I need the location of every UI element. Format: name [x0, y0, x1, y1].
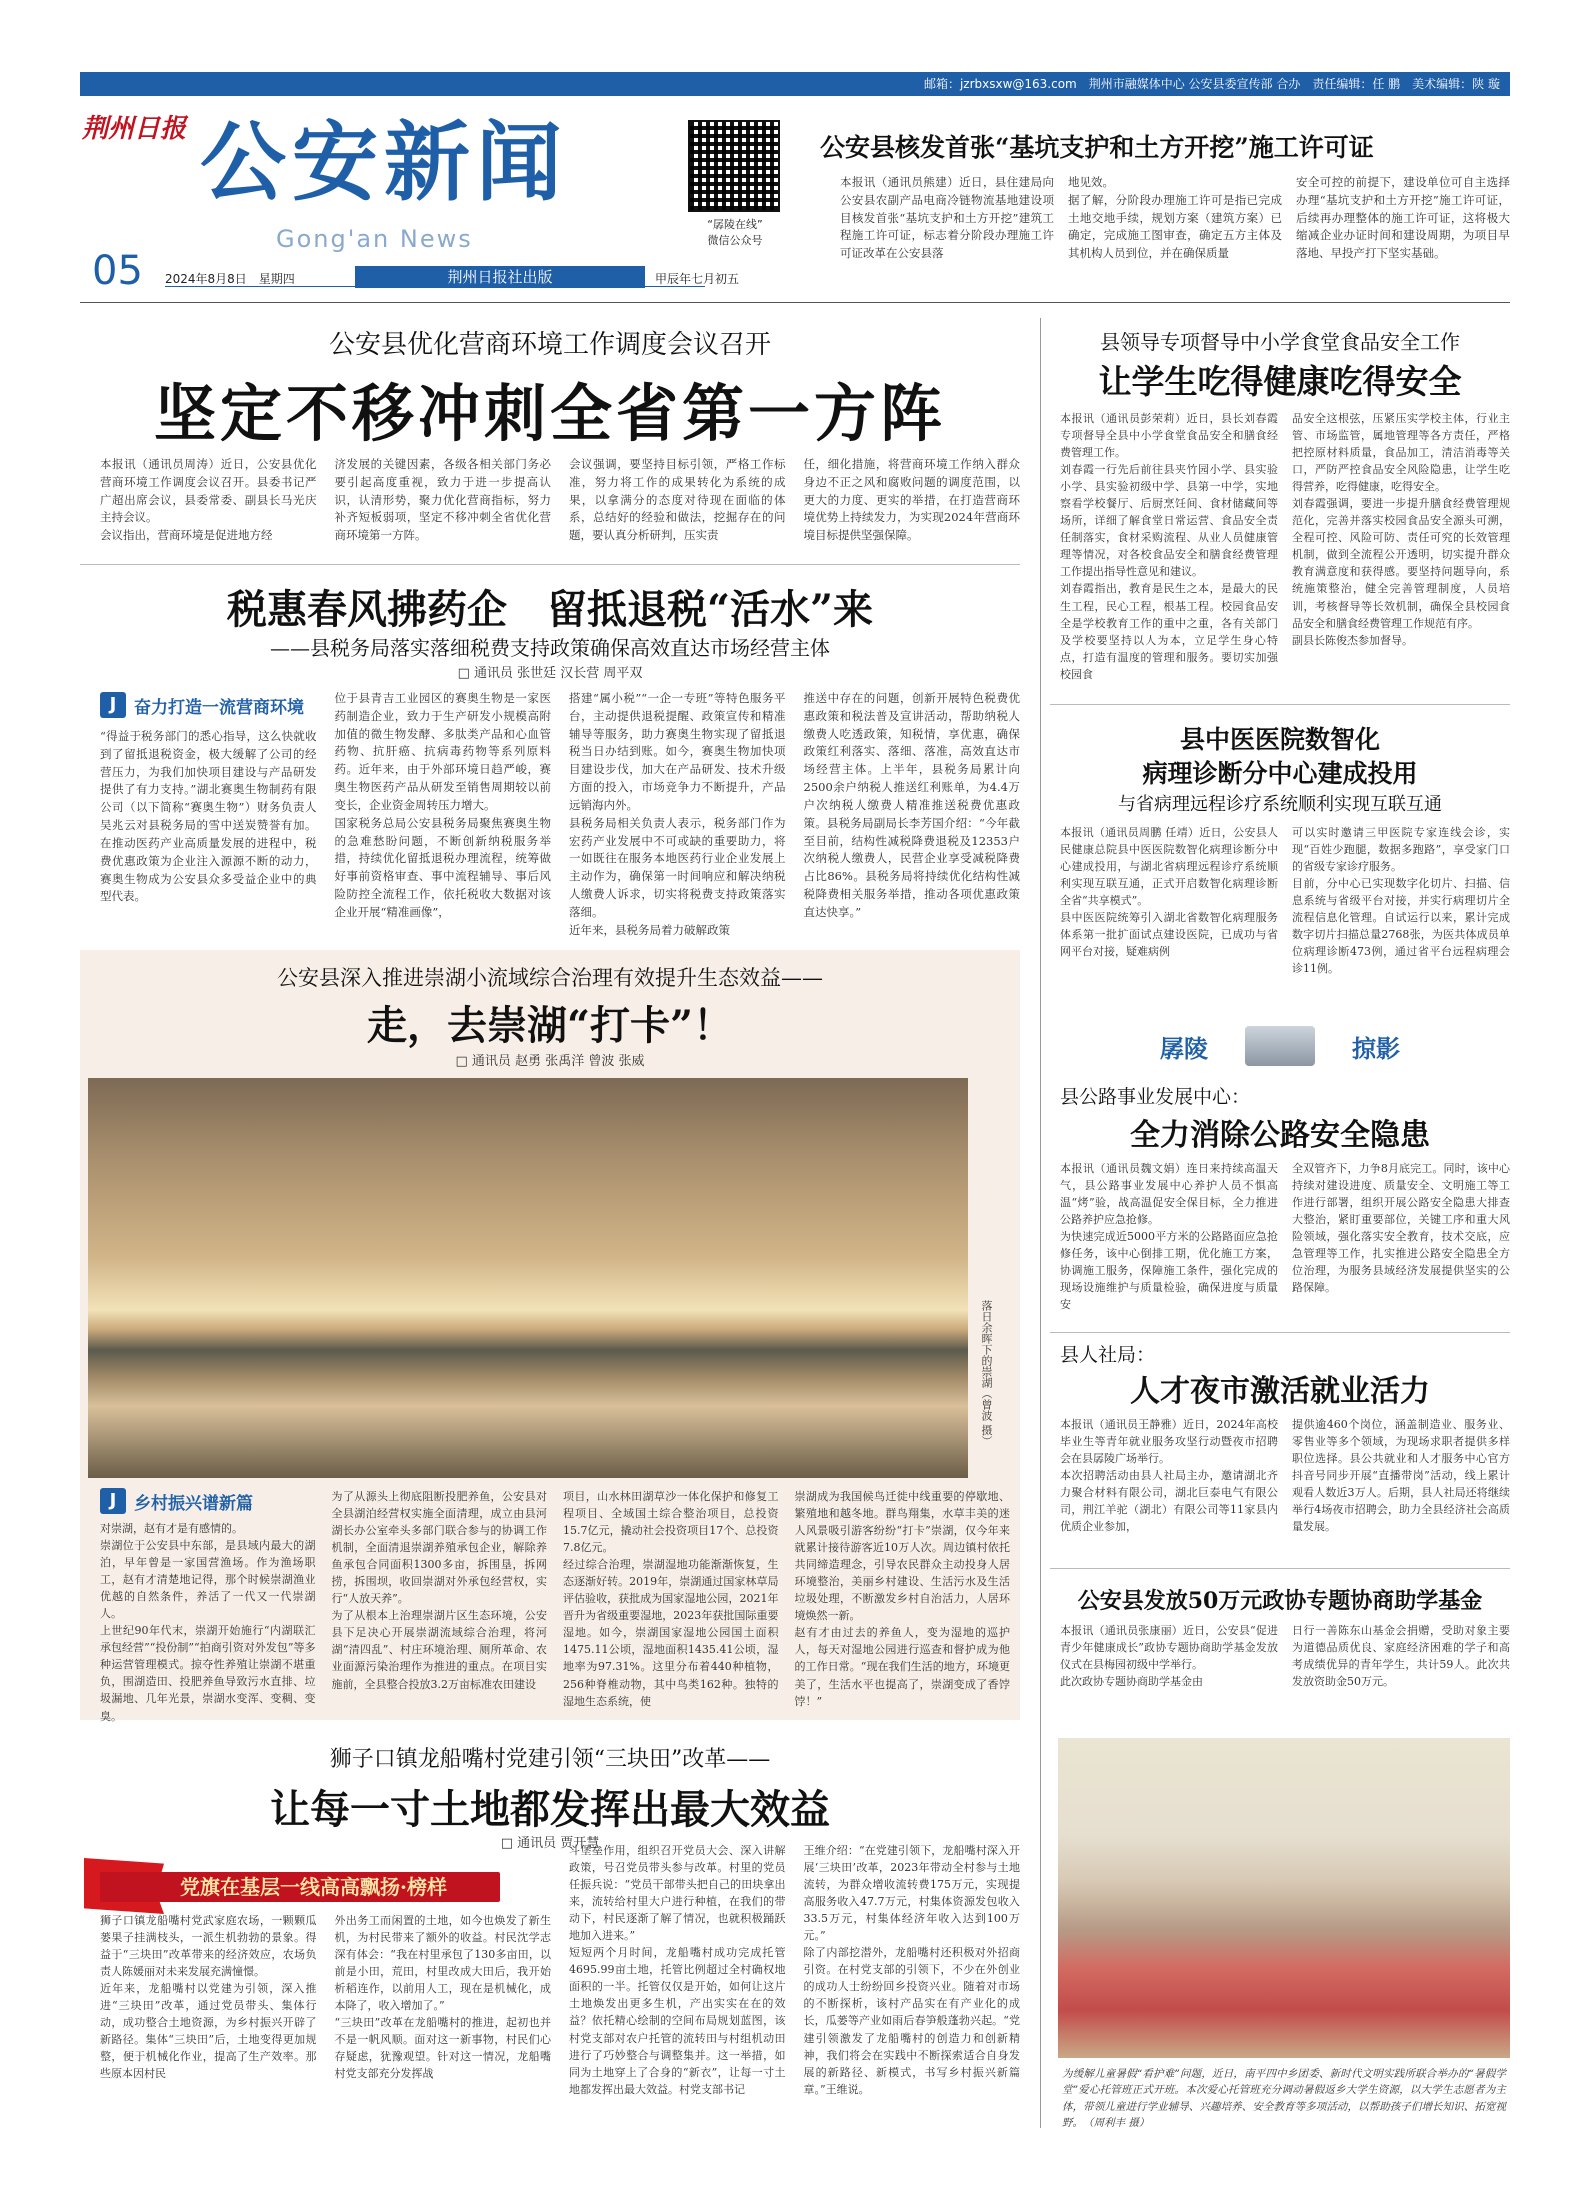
farm-col-3: 斗堡垒作用，组织召开党员大会、深入讲解政策，号召党员带头参与改革。村里的党员任振兵说：“党员干部带头把自己的田块拿出来，流转给村里大户进行种植，在我们的带动下，村民逐渐了解了情况，也就积极踊跃地加入进来。” 短短两个月时间，龙船嘴村成功完成托管4695.99亩土地，托管比例超过全村确权地面积的一半。托管仅仅是开始，如何让这片土地焕发出更多生机，产出实实在在的效益？依托精心绘制的空间布局规划蓝图，该村党支部对农户托管的流转田与村组机动田进行了巧妙整合与调整集并。这一举措，如同为土地穿上了合身的“新衣”，让每一寸土地都发挥出最大效益。村党支部书记	[569, 1844, 786, 2096]
masthead-divider	[80, 302, 1510, 303]
permit-col-3: 安全可控的前提下，建设单位可自主选择办理“基坑支护和土方开挖”施工许可证，后续再办理整体的施工许可证，这将极大缩减企业办证时间和建设周期，为项目早落地、早投产打下坚实基础。	[1296, 175, 1510, 261]
tax-col-4: 推送中存在的问题，创新开展特色税费优惠政策和税法普及宣讲活动，帮助纳税人缴费人吃透政策，知税情，享优惠，确保政策红利落实、落细、落准，高效直达市场经营主体。上半年，县税务局累计向2500余户纳税人推送红利账单，为4.4万户次纳税人缴费人精准推送税费优惠政策。县税务局副局长李芳国介绍：“今年截至目前，结构性减税降费退税及12353户次纳税人缴费人，民营企业享受减税降费占比86%。县税务局将持续优化结构性减税降费相关服务举措，推动各项优惠政策直达快享。”	[803, 691, 1020, 919]
hospital-subtitle: 与省病理远程诊疗系统顺利实现互联互通	[1118, 794, 1442, 815]
summer-class-photo	[1058, 1738, 1510, 2058]
top-info-bar: 邮箱：jzrbxsxw@163.com 荆州市融媒体中心 公安县委宣传部 合办 责任编辑：任 鹏 美术编辑：陕 璇	[80, 72, 1510, 96]
page-number: 05	[92, 248, 143, 294]
permit-col-1: 本报讯（通讯员熊建）近日，县住建局向公安县农副产品电商冷链物流基地建设项目核发首张“基坑支护和土方开挖”建筑工程施工许可证，标志着分阶段办理施工许可证改革在公安县落	[840, 175, 1054, 261]
jobs-col-2: 提供逾460个岗位，涵盖制造业、服务业、零售业等多个领域，为现场求职者提供多样职位选择。县公共就业和人才服务中心官方抖音号同步开展“直播带岗”活动，线上累计观看人数近3万人。后期，县人社局还将继续举行4场夜市招聘会，助力全县经济社会高质量发展。	[1292, 1418, 1510, 1534]
tax-byline: □ 通讯员 张世廷 汉长营 周平双	[457, 666, 643, 681]
food-kicker: 县领导专项督导中小学食堂食品安全工作	[1100, 330, 1460, 354]
road-col-1: 本报讯（通讯员魏文娟）连日来持续高温天气，县公路事业发展中心养护人员不惧高温“烤”验，战高温促安全保目标，全力推进公路养护应急抢修。 为快速完成近5000平方米的公路路面应急抢修任务，该中心倒排工期，优化施工方案，协调施工服务，保障施工条件，强化完成的现场设施维护与质量检验，确保进度与质量安	[1060, 1162, 1278, 1312]
qr-code-icon	[688, 120, 780, 212]
hospital-col-2: 可以实时邀请三甲医院专家连线会诊，实现“百姓少跑腿，数据多跑路”，享受家门口的省级专家诊疗服务。 目前，分中心已实现数字化切片、扫描、信息系统与省级平台对接，并实行病理切片全流程信息化管理。自试运行以来，累计完成数字切片扫描总量2768张，为医共体成员单位病理诊断473例，通过省平台远程病理会诊11例。	[1292, 826, 1510, 976]
jobs-col-1: 本报讯（通讯员王静雅）近日，2024年高校毕业生等青年就业服务攻坚行动暨夜市招聘会在县孱陵广场举行。 本次招聘活动由县人社局主办，邀请湖北齐力聚合材料有限公司，湖北巨泰电气有限公司，荆江羊驼（湖北）有限公司等11家县内优质企业参加，	[1060, 1418, 1278, 1534]
road-body	[1060, 1160, 1510, 1313]
road-col-2: 全双管齐下，力争8月底完工。同时，该中心持续对建设进度、质量安全、文明施工等工作进行部署，组织开展公路安全隐患大排查大整治，紧盯重要部位，关键工序和重大风险领域，强化落实安全教育，技术交底，应急管理等工作，扎实推进公路安全隐患全方位治理，为服务县域经济发展提供坚实的公路保障。	[1292, 1162, 1510, 1295]
jobs-kicker: 县人社局：	[1060, 1344, 1156, 1366]
hospital-title-1: 县中医医院数智化	[1179, 725, 1380, 754]
food-col-2: 品安全这根弦，压紧压实学校主体，行业主管、市场监管，属地管理等各方责任，严格把控原材料质量，食品加工，清洁消毒等关口，严防严控食品安全风险隐患，让学生吃得营养，吃得健康，吃得安全。 刘春霞强调，要进一步提升膳食经费管理规范化，完善并落实校园食品安全源头可溯，全程可控、风险可防、责任可究的长效管理机制，做到全流程公开透明，切实提升群众教育满意度和获得感。要坚持问题导向，系统施策整治，健全完善管理制度，人员培训，考核督导等长效机制，确保全县校园食品安全和膳食经费管理工作规范有序。 副县长陈俊杰参加督导。	[1292, 412, 1510, 647]
fund-title: 公安县发放50万元政协专题协商助学基金	[1077, 1588, 1483, 1614]
masthead-title: 公安新闻	[200, 112, 568, 213]
qr-caption: “孱陵在线” 微信公众号	[707, 218, 763, 247]
column-divider	[1040, 318, 1041, 2128]
publisher-bar: 荆州日报社出版	[355, 266, 645, 288]
lead-title: 坚定不移冲刺全省第一方阵	[153, 377, 946, 450]
hospital-title-2: 病理诊断分中心建成投用	[1142, 759, 1418, 788]
farm-col-4: 王维介绍：“在党建引领下，龙船嘴村深入开展‘三块田’改革，2023年带动全村参与土地流转，为群众增收流转费175万元，实现提高服务收入47.7万元，村集体资源发包收入33.5万元，村集体经济年收入达到100万元。” 除了内部挖潜外，龙船嘴村还积极对外招商引资。在村党支部的引领下，不少在外创业的成功人士纷纷回乡投资兴业。随着对市场的不断探析，该村产品实在有产业化的成长，瓜蒌等产业如雨后春笋般蓬勃兴起。“党建引领激发了龙船嘴村的创造力和创新精神，我们将会在实践中不断探索适合自身发展的新路径、新模式，书写乡村振兴新篇章。”王维说。	[803, 1844, 1020, 2096]
section-tag-icon: J	[100, 1488, 126, 1514]
section-header	[1160, 1024, 1400, 1068]
divider	[1050, 704, 1510, 705]
lead-col-3: 会议强调，要坚持目标引领，严格工作标准，努力将工作的成果转化为系统的成果，以拿满分的态度对待现在面临的体系，总结好的经验和做法，挖掘存在的问题，要认真分析研判，压实责	[569, 457, 786, 543]
lake-col-3: 项目，山水林田湖草沙一体化保护和修复工程项目、全域国土综合整治项目，总投资15.7亿元，撬动社会投资项目17个、总投资7.8亿元。 经过综合治理，崇湖湿地功能渐渐恢复，生态逐渐好转。2019年，崇湖通过国家林草局评估验收，获批成为国家湿地公园，2021年晋升为省级重要湿地，2023年获批国际重要湿地。如今，崇湖国家湿地公园国土面积1475.11公顷，湿地面积1435.41公顷，湿地率为97.31%。这里分布着440种植物，256种脊椎动物，其中鸟类162种。独特的湿地生态系统，使	[563, 1490, 779, 1708]
tax-col-2: 位于县青吉工业园区的赛奥生物是一家医药制造企业，致力于生产研发小规模高附加值的微生物发酵、多肽类产品和心血管药物、抗肝癌、抗病毒药物等系列原料药。近年来，由于外部环境日趋严峻，赛奥生物医药产品从研发至销售周期较以前变长，企业资金周转压力增大。 国家税务总局公安县税务局聚焦赛奥生物的急难愁盼问题，不断创新纳税服务举措，持续优化留抵退税办理流程，统筹做好事前资格审查、事中流程辅导、事后风险防控全流程工作，依托税收大数据对该企业开展“精准画像”，	[334, 691, 551, 919]
hospital-col-1: 本报讯（通讯员周鹏 任靖）近日，公安县人民健康总院县中医医院数智化病理诊断分中心建成投用，与湖北省病理远程诊疗系统顺利实现互联互通，正式开启数智化病理诊断全省“共享模式”。 县中医医院统筹引入湖北省数智化病理服务体系第一批扩面试点建设医院，已成功与省网平台对接，疑难病例	[1060, 826, 1278, 959]
lake-col-4: 崇湖成为我国候鸟迁徙中线重要的停歇地、繁殖地和越冬地。群鸟翔集，水草丰美的迷人风景吸引游客纷纷“打卡”崇湖，仅今年来就累计接待游客近10万人次。周边镇村依托共同缔造理念，引导农民群众主动投身人居环境整治，美丽乡村建设、生活污水及生活垃圾处理，不断激发乡村自治活力，人居环境焕然一新。 赵有才由过去的养鱼人，变为湿地的巡护人，每天对湿地公园进行巡查和督护成为他的工作日常。“现在我们生活的地方，环境更美了，生活水平也提高了，崇湖变成了香饽饽！”	[794, 1490, 1010, 1708]
lake-byline: □ 通讯员 赵勇 张禹洋 曾波 张威	[455, 1054, 645, 1069]
summer-class-caption: 为缓解儿童暑假“看护难”问题，近日，南平四中乡团委、新时代文明实践所联合举办的“暑假学堂”爱心托管班正式开班。本次爱心托管班充分调动暑假返乡大学生资源，以大学生志愿者为主体，带领儿童进行学业辅导、兴趣培养、安全教育等多项活动，以帮助孩子们增长知识、拓宽视野。 （周利丰 摄）	[1062, 2068, 1506, 2129]
jobs-body	[1060, 1416, 1510, 1535]
food-title: 让学生吃得健康吃得安全	[1098, 362, 1462, 401]
lead-col-2: 济发展的关键因素，各级各相关部门务必要引起高度重视，致力于进一步提高认识，认清形势，聚力优化营商指标，努力补齐短板弱项，坚定不移冲刺全省优化营商环境第一方阵。	[334, 457, 551, 543]
farm-col-2: 外出务工而闲置的土地，如今也焕发了新生机，为村民带来了额外的收益。村民沈学志深有体会：“我在村里承包了130多亩田，以前是小田，荒田，村里改成大田后，我开始析稻连作，以前用人工，现在是机械化，成本降了，收入增加了。” “三块田”改革在龙船嘴村的推进，起初也并不是一帆风顺。面对这一新事物，村民们心存疑虑，犹豫观望。针对这一情况，龙船嘴村党支部充分发挥战	[334, 1914, 551, 2081]
food-col-1: 本报讯（通讯员彭荣莉）近日，县长刘春霞专项督导全县中小学食堂食品安全和膳食经费管理工作。 刘春霞一行先后前往县夹竹园小学、县实验小学、县实验初级中学、县第一中学，实地察看学校餐厅、后厨烹饪间、食材储藏间等场所，详细了解食堂日常运营、食品安全责任制落实，食材采购流程、从业人员健康管理等情况，对各校食品安全和膳食经费管理工作提出指导性意见和建议。 刘春霞指出，教育是民生之本，是最大的民生工程，民心工程，根基工程。校园食品安全是学校教育工作的重中之重，各有关部门及学校要坚持以人为本，立足学生身心特点，打造有温度的管理和服务。要切实加强校园食	[1060, 412, 1278, 681]
section-tag-icon: J	[100, 692, 126, 718]
lead-kicker: 公安县优化营商环境工作调度会议召开	[328, 330, 771, 360]
tax-tag-label: 奋力打造一流营商环境	[134, 697, 304, 718]
permit-body	[840, 174, 1510, 263]
tax-title: 税惠春风拂药企 留抵退税“活水”来	[226, 586, 873, 633]
tax-section-tag	[100, 692, 304, 718]
tax-col-3: 搭建“属小税”“一企一专班”等特色服务平台，主动提供退税提醒、政策宣传和精准辅导等服务，助力赛奥生物实现了留抵退税当日办结到账。如今，赛奥生物加快项目建设步伐，加大在产品研发、技术升级方面的投入，市场竞争力不断提升，产品远销海内外。 县税务局相关负责人表示，税务部门作为宏药产业发展中不可或缺的重要助力，将一如既往在服务本地医药行业企业发展上主动作为，确保第一时间响应和解决纳税人缴费人诉求，切实将税费支持政策落实落细。 近年来，县税务局着力破解政策	[569, 691, 786, 937]
hospital-body	[1060, 824, 1510, 977]
lake-title: 走，去崇湖“打卡”！	[366, 1002, 733, 1049]
lead-col-4: 任，细化措施，将营商环境工作纳入群众身边不正之风和腐败问题的调度范围，以更大的力度、更实的举措，在打造营商环境优势上持续发力，为实现2024年营商环境目标提供坚强保障。	[803, 457, 1020, 543]
lake-photo-caption: 落日余晖下的崇湖（曾波 摄）	[980, 1300, 993, 1447]
farm-title: 让每一寸土地都发挥出最大效益	[270, 1786, 830, 1833]
lead-body	[100, 456, 1020, 545]
statue-icon	[1245, 1026, 1315, 1066]
permit-title: 公安县核发首张“基坑支护和土方开挖”施工许可证	[820, 133, 1374, 162]
lake-col-2: 为了从源头上彻底阻断投肥养鱼，公安县对全县湖泊经营权实施全面清理，成立由县河湖长办公室牵头多部门联合参与的协调工作机制，全面清退崇湖养殖承包企业，解除养鱼承包合同面积1300多亩，拆围垦，拆网捞，拆围坝，收回崇湖对外承包经营权，实行“人放天养”。 为了从根本上治理崇湖片区生态环境，公安县下足决心开展崇湖流域综合治理，将河湖“清四乱”、村庄环境治理、厕所革命、农业面源污染治理作为推进的重点。在项目实施前，全县整合投放3.2万亩标准农田建设	[331, 1490, 547, 1691]
lake-tag-label: 乡村振兴谱新篇	[134, 1493, 253, 1514]
farm-kicker: 狮子口镇龙船嘴村党建引领“三块田”改革——	[329, 1747, 771, 1772]
tax-subtitle: ——县税务局落实落细税费支持政策确保高效直达市场经营主体	[270, 636, 830, 660]
permit-col-2: 地见效。 据了解，分阶段办理施工许可是指已完成土地交地手续，规划方案（建筑方案）已确定，完成施工图审查，确定五方主体及其机构人员到位，并在确保质量	[1068, 175, 1282, 261]
section-left: 孱陵	[1160, 1033, 1208, 1063]
divider	[1050, 1332, 1510, 1333]
lunar-date: 甲辰年七月初五	[655, 272, 740, 286]
fund-col-2: 日行一善陈东山基金会捐赠，受助对象主要为道德品质优良、家庭经济困难的学子和高考成绩优异的青年学生，共计59人。此次共发放资助金50万元。	[1292, 1624, 1510, 1689]
fund-body	[1060, 1622, 1510, 1690]
tax-col-1: “得益于税务部门的悉心指导，这么快就收到了留抵退税资金，极大缓解了公司的经营压力，为我们加快项目建设与产品研发提供了有力支持。”湖北赛奥生物制药有限公司（以下简称“赛奥生物”）财务负责人吴兆云对县税务局的雪中送炭赞誉有加。在推动医药产业高质量发展的进程中，税费优惠政策为企业注入源源不断的动力，赛奥生物成为公安县众多受益企业中的典型代表。	[100, 729, 317, 904]
lake-col-1: 对崇湖，赵有才是有感情的。 崇湖位于公安县中东部，是县域内最大的湖泊，早年曾是一家国营渔场。作为渔场职工，赵有才清楚地记得，那个时候崇湖渔业优越的自然条件，养活了一代又一代崇湖人。 上世纪90年代末，崇湖开始施行“内湖联汇承包经营”“投份制”“拍商引资对外发包”等多种运营管理模式。掠夺性养殖让崇湖不堪重负，围湖造田、投肥养鱼导致污水直排、垃圾漏地、几年光景，崇湖水变浑、变稠、变臭。	[100, 1522, 316, 1723]
farm-byline: □ 通讯员 贾开慧	[500, 1836, 600, 1851]
lead-col-1: 本报讯（通讯员周涛）近日，公安县优化营商环境工作调度会议召开。县委书记严广超出席会议，县委常委、副县长马光庆主持会议。 会议指出，营商环境是促进地方经	[100, 457, 317, 543]
section-right: 掠影	[1352, 1033, 1400, 1063]
newspaper-logo: 荆州日报	[82, 114, 187, 144]
lake-kicker: 公安县深入推进崇湖小流域综合治理有效提升生态效益——	[277, 966, 823, 990]
divider	[1050, 1568, 1510, 1569]
issue-date: 2024年8月8日 星期四	[165, 272, 295, 286]
lake-photo	[88, 1078, 968, 1478]
food-body	[1060, 410, 1510, 683]
road-title: 全力消除公路安全隐患	[1130, 1118, 1430, 1153]
masthead-english: Gong'an News	[276, 225, 473, 253]
fund-col-1: 本报讯（通讯员张康丽）近日，公安县“促进青少年健康成长”政协专题协商助学基金发放仪式在县梅园初级中学举行。 此次政协专题协商助学基金由	[1060, 1624, 1278, 1689]
divider	[80, 564, 1020, 565]
jobs-title: 人才夜市激活就业活力	[1130, 1374, 1430, 1409]
road-kicker: 县公路事业发展中心：	[1060, 1086, 1251, 1108]
party-banner: 党旗在基层一线高高飘扬·榜样	[100, 1872, 500, 1902]
lake-section-tag	[100, 1488, 253, 1514]
farm-col-1: 狮子口镇龙船嘴村党武家庭农场，一颗颗瓜蒌果子挂满枝头，一派生机勃勃的景象。得益于“三块田”改革带来的经济效应，农场负责人陈媛丽对未来发展充满憧憬。 近年来，龙船嘴村以党建为引领，深入推进“三块田”改革，通过党员带头、集体行动，成功整合土地资源，为乡村振兴开辟了新路径。集体“三块田”后，土地变得更加规整，便于机械化作业，提高了生产效率。那些原本因村民	[100, 1914, 317, 2081]
